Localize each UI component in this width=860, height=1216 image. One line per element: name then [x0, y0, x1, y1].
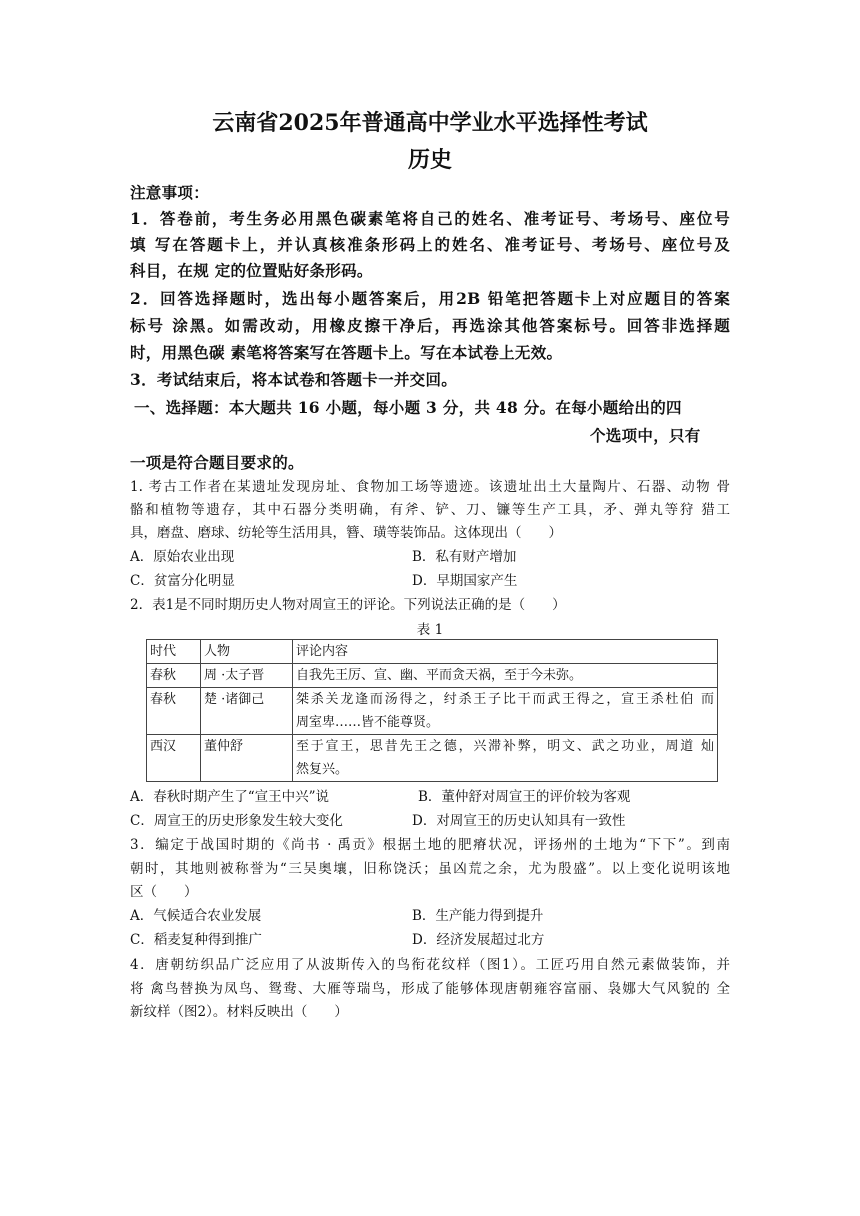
q3-stem-line-1: 3．编定于战国时期的《尚书 · 禹贡》根据土地的肥瘠状况，评扬州的土地为“下下”。到南 — [130, 837, 730, 853]
q1-option-b: B．私有财产增加 — [412, 549, 517, 565]
table-cell: 周 ·太子晋 — [201, 664, 293, 688]
q1-stem-line-1: 1. 考古工作者在某遗址发现房址、食物加工场等遗迹。该遗址出土大量陶片、石器、动物 骨 — [130, 479, 730, 495]
comment-text-line-1: 至于宣王，思昔先王之德，兴滞补弊，明文、武之功业，周道 灿 — [296, 739, 714, 754]
section-heading-line-3: 一项是符合题目要求的。 — [130, 453, 304, 472]
table-cell: 西汉 — [147, 735, 201, 782]
table-row — [147, 664, 718, 688]
q3-option-d: D．经济发展超过北方 — [412, 932, 545, 948]
table-cell: 春秋 — [147, 688, 201, 735]
table-cell: 春秋 — [147, 664, 201, 688]
q2-option-b: B．董仲舒对周宣王的评价较为客观 — [418, 789, 631, 805]
table-cell — [293, 688, 718, 735]
comment-table — [146, 639, 718, 782]
exam-subject: 历史 — [407, 147, 452, 173]
q3-option-c: C．稻麦复种得到推广 — [130, 932, 262, 948]
q2-option-a: A．春秋时期产生了“宣王中兴”说 — [130, 789, 330, 805]
notice-item-1-line-3: 科目，在规 定的位置贴好条形码。 — [130, 261, 373, 280]
comment-text-line-2: 周室卑……皆不能尊贤。 — [296, 715, 440, 730]
notice-item-1-line-1: 1．答卷前，考生务必用黑色碳素笔将自己的姓名、准考证号、考场号、座位号 — [130, 209, 730, 228]
notice-item-3: 3．考试结束后，将本试卷和答题卡一并交回。 — [130, 370, 458, 389]
q1-option-c: C．贫富分化明显 — [130, 573, 235, 589]
comment-text-line-2: 然复兴。 — [296, 762, 349, 777]
table-cell — [293, 664, 718, 688]
notice-heading: 注意事项： — [130, 183, 210, 202]
q4-stem-line-3: 新纹样（图2）。材料反映出（ ） — [130, 1004, 348, 1020]
table-row — [147, 735, 718, 782]
q1-stem-line-3: 具，磨盘、磨球、纺轮等生活用具，簪、璜等装饰品。这体现出（ ） — [130, 525, 562, 541]
q2-option-d: D．对周宣王的历史认知具有一致性 — [412, 813, 626, 829]
table-row — [147, 688, 718, 735]
notice-item-2-line-3: 时，用黑色碳 素笔将答案写在答题卡上。写在本试卷上无效。 — [130, 343, 563, 362]
q3-option-a: A．气候适合农业发展 — [130, 908, 262, 924]
q2-stem: 2．表1是不同时期历史人物对周宣王的评论。下列说法正确的是（ ） — [130, 597, 566, 613]
notice-item-2-line-1: 2．回答选择题时，选出每小题答案后，用2B 铅笔把答题卡上对应题目的答案 — [130, 289, 730, 308]
q3-option-b: B．生产能力得到提升 — [412, 908, 544, 924]
section-heading-line-2: 个选项中，只有 — [590, 426, 701, 445]
q1-option-d: D．早期国家产生 — [412, 573, 518, 589]
q1-stem-line-2: 骼和植物等遗存，其中石器分类明确，有斧、铲、刀、镰等生产工具，矛、弹丸等狩 猎工 — [130, 502, 730, 518]
table-cell: 楚 ·诸御己 — [201, 688, 293, 735]
section-heading-line-1: 一、选择题：本大题共 16 小题，每小题 3 分，共 48 分。在每小题给出的四 — [134, 398, 682, 417]
notice-item-1-line-2: 填 写在答题卡上，并认真核准条形码上的姓名、准考证号、考场号、座位号及 — [130, 235, 730, 254]
table-header-row — [147, 640, 718, 664]
table-header-cell: 时代 — [147, 640, 201, 664]
notice-item-2-line-2: 标号 涂黑。如需改动，用橡皮擦干净后，再选涂其他答案标号。回答非选择题 — [130, 316, 730, 335]
table-caption: 表 1 — [416, 622, 444, 638]
table-cell — [293, 735, 718, 782]
table-header-cell: 人物 — [201, 640, 293, 664]
q2-option-c: C．周宣王的历史形象发生较大变化 — [130, 813, 343, 829]
q3-stem-line-2: 朝时，其地则被称誉为“三吴奥壤，旧称饶沃；虽凶荒之余，尤为殷盛”。以上变化说明该地 — [130, 861, 730, 877]
comment-text: 自我先王厉、宣、幽、平而贪天祸，至于今未弥。 — [296, 668, 583, 683]
comment-text-line-1: 桀杀关龙逢而汤得之，纣杀王子比干而武王得之，宣王杀杜伯 而 — [296, 692, 714, 707]
exam-title: 云南省2025年普通高中学业水平选择性考试 — [212, 110, 648, 136]
q4-stem-line-2: 将 禽鸟替换为凤鸟、鸳鸯、大雁等瑞鸟，形成了能够体现唐朝雍容富丽、袅娜大气风貌的 全 — [130, 981, 730, 997]
table-header-cell: 评论内容 — [293, 640, 718, 664]
q4-stem-line-1: 4．唐朝纺织品广泛应用了从波斯传入的鸟衔花纹样（图1）。工匠巧用自然元素做装饰，并 — [130, 957, 730, 973]
table-cell: 董仲舒 — [201, 735, 293, 782]
q3-stem-line-3: 区（ ） — [130, 884, 198, 900]
q1-option-a: A．原始农业出现 — [130, 549, 235, 565]
